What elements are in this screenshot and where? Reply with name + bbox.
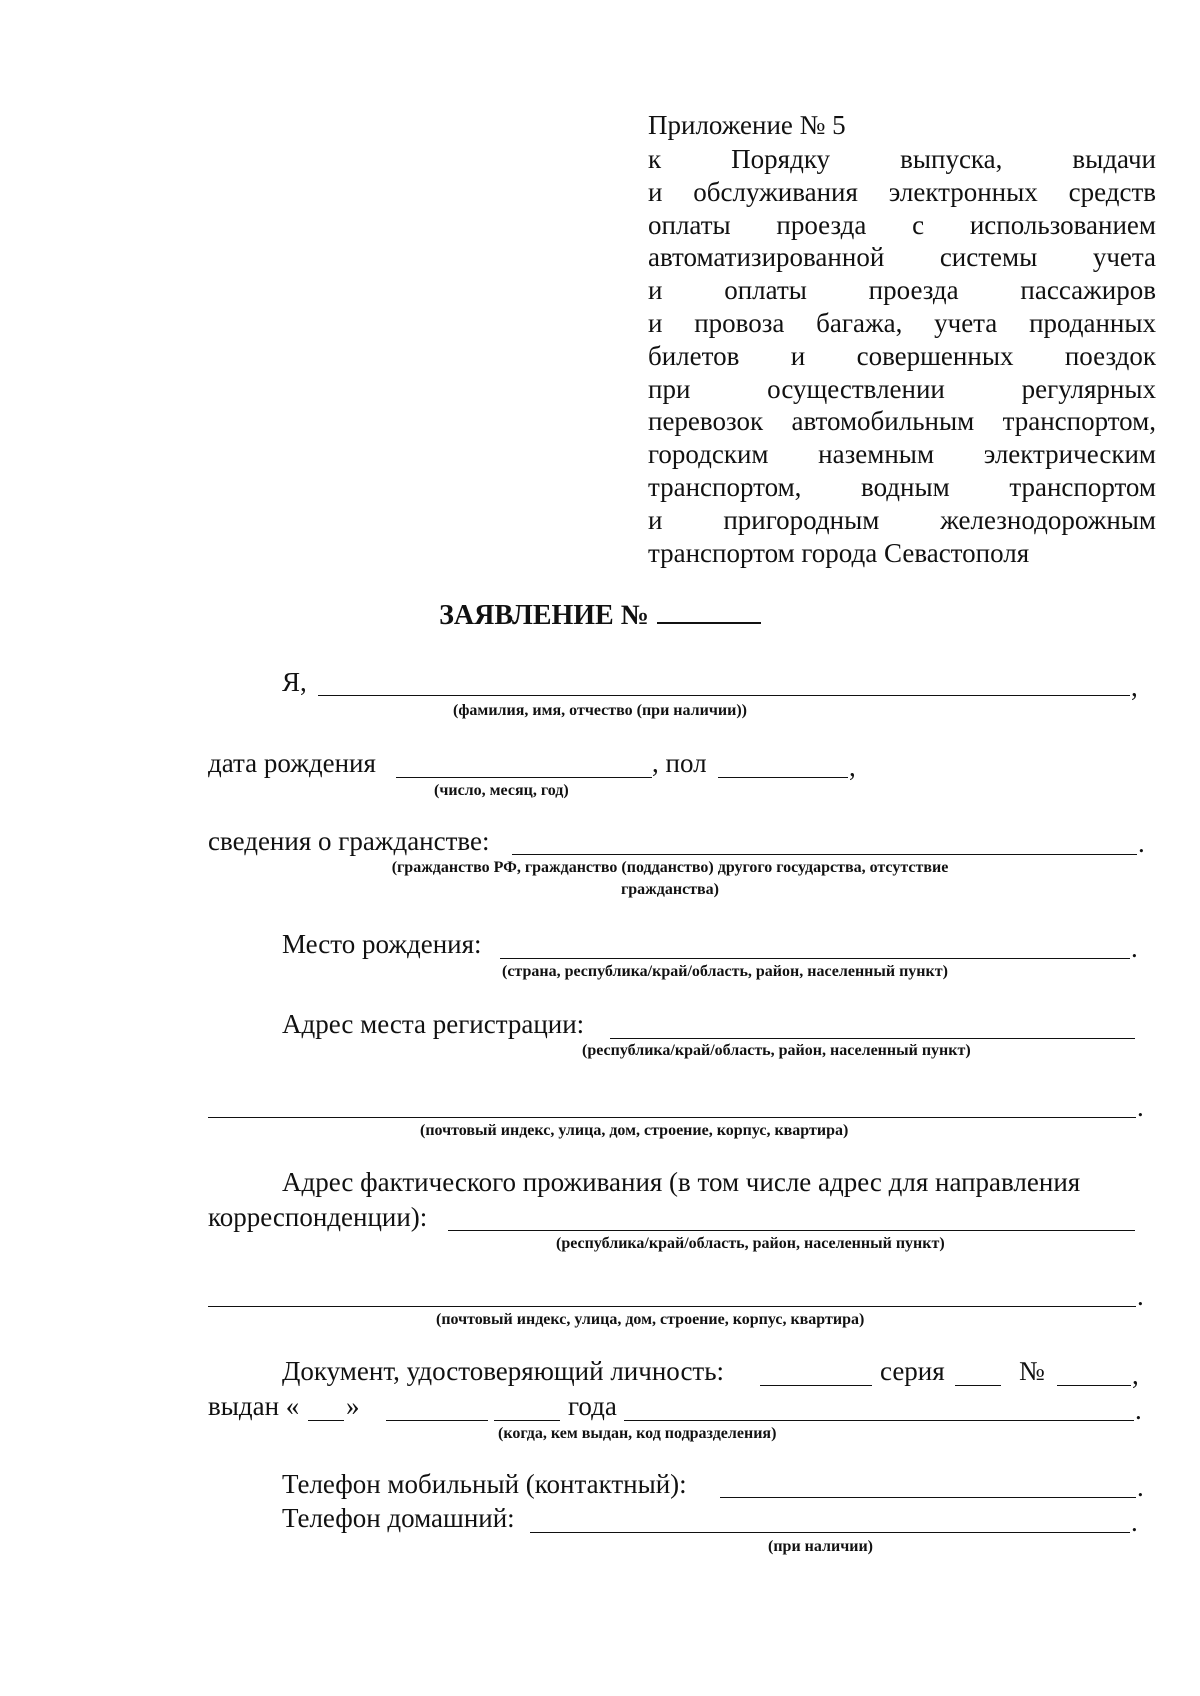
appendix-line: автоматизированной системы учета bbox=[648, 242, 1156, 273]
appendix-line: и пригородным железнодорожным bbox=[648, 504, 1156, 535]
appendix-line: транспортом города Севастополя bbox=[648, 537, 1030, 568]
appendix-line: оплаты проезда с использованием bbox=[648, 209, 1156, 240]
appendix-text bbox=[648, 143, 1156, 569]
sex-label: , пол bbox=[652, 748, 707, 778]
residence-label: Адрес фактического проживания (в том числе адрес для направления bbox=[282, 1167, 1081, 1197]
application-number-blank[interactable] bbox=[657, 602, 761, 624]
appendix-line: городским наземным электрическим bbox=[648, 439, 1156, 470]
heading-text: ЗАЯВЛЕНИЕ № bbox=[439, 600, 649, 631]
residence-field[interactable] bbox=[448, 1230, 1135, 1231]
issued-hint: (когда, кем выдан, код подразделения) bbox=[498, 1425, 777, 1442]
issued-month-field[interactable] bbox=[386, 1420, 488, 1421]
series-label: серия bbox=[880, 1356, 945, 1386]
registration-hint-street: (почтовый индекс, улица, дом, строение, корпус, квартира) bbox=[420, 1122, 849, 1139]
birth-date-hint: (число, месяц, год) bbox=[434, 782, 569, 799]
appendix-title: Приложение № 5 bbox=[648, 110, 846, 140]
sex-comma: , bbox=[849, 752, 856, 782]
registration-field[interactable] bbox=[610, 1038, 1135, 1039]
birth-place-field[interactable] bbox=[500, 958, 1130, 959]
appendix-line: билетов и совершенных поездок bbox=[648, 340, 1156, 371]
name-hint: (фамилия, имя, отчество (при наличии)) bbox=[453, 702, 747, 719]
residence-label-cont: корреспонденции): bbox=[208, 1202, 428, 1232]
name-label: Я, bbox=[282, 667, 307, 697]
document-label: Документ, удостоверяющий личность: bbox=[282, 1356, 725, 1386]
birth-date-field[interactable] bbox=[396, 777, 652, 778]
residence-dot: . bbox=[1137, 1281, 1144, 1311]
issued-by-field[interactable] bbox=[624, 1420, 1134, 1421]
issued-dot: . bbox=[1135, 1395, 1142, 1425]
citizenship-dot: . bbox=[1138, 828, 1145, 858]
home-phone-hint: (при наличии) bbox=[768, 1538, 874, 1555]
year-label: года bbox=[568, 1391, 617, 1421]
home-phone-field[interactable] bbox=[530, 1532, 1130, 1533]
appendix-line: к Порядку выпуска, выдачи bbox=[648, 144, 1156, 174]
birth-date-label: дата рождения bbox=[208, 748, 376, 778]
issued-close: » bbox=[346, 1391, 360, 1421]
series-field[interactable] bbox=[955, 1385, 1001, 1386]
issued-label: выдан « bbox=[208, 1391, 300, 1421]
citizenship-hint-cont: гражданства) bbox=[620, 881, 719, 898]
birth-place-hint: (страна, республика/край/область, район, населенный пункт) bbox=[502, 963, 948, 980]
residence-hint-street: (почтовый индекс, улица, дом, строение, корпус, квартира) bbox=[436, 1311, 865, 1328]
mobile-phone-label: Телефон мобильный (контактный): bbox=[282, 1469, 687, 1499]
number-label: № bbox=[1019, 1356, 1045, 1386]
document-type-field[interactable] bbox=[760, 1385, 872, 1386]
citizenship-label: сведения о гражданстве: bbox=[208, 826, 490, 856]
appendix-line: и провоза багажа, учета проданных bbox=[648, 307, 1156, 338]
birth-place-label: Место рождения: bbox=[282, 929, 482, 959]
sex-field[interactable] bbox=[718, 777, 848, 778]
appendix-line: при осуществлении регулярных bbox=[648, 373, 1156, 404]
appendix-line: перевозок автомобильным транспортом, bbox=[648, 406, 1156, 437]
number-field[interactable] bbox=[1057, 1385, 1131, 1386]
citizenship-field[interactable] bbox=[512, 854, 1137, 855]
number-comma: , bbox=[1132, 1360, 1139, 1390]
citizenship-hint: (гражданство РФ, гражданство (подданство) другого государства, отсутствие bbox=[391, 859, 949, 876]
appendix-line: транспортом, водным транспортом bbox=[648, 471, 1156, 502]
home-phone-dot: . bbox=[1131, 1507, 1138, 1537]
residence-field-street[interactable] bbox=[208, 1306, 1136, 1307]
residence-hint: (республика/край/область, район, населенный пункт) bbox=[556, 1235, 945, 1252]
name-comma: , bbox=[1131, 672, 1138, 702]
document-heading bbox=[0, 600, 1200, 632]
birth-place-dot: . bbox=[1131, 933, 1138, 963]
name-field[interactable] bbox=[318, 695, 1130, 696]
registration-hint: (республика/край/область, район, населенный пункт) bbox=[582, 1042, 971, 1059]
appendix-line: и оплаты проезда пассажиров bbox=[648, 275, 1156, 306]
mobile-phone-dot: . bbox=[1137, 1472, 1144, 1502]
registration-label: Адрес места регистрации: bbox=[282, 1009, 585, 1039]
registration-field-street[interactable] bbox=[208, 1117, 1136, 1118]
issued-day-field[interactable] bbox=[308, 1420, 344, 1421]
registration-dot: . bbox=[1137, 1092, 1144, 1122]
mobile-phone-field[interactable] bbox=[720, 1497, 1136, 1498]
issued-year-field[interactable] bbox=[494, 1420, 560, 1421]
appendix-line: и обслуживания электронных средств bbox=[648, 176, 1156, 207]
home-phone-label: Телефон домашний: bbox=[282, 1503, 515, 1533]
